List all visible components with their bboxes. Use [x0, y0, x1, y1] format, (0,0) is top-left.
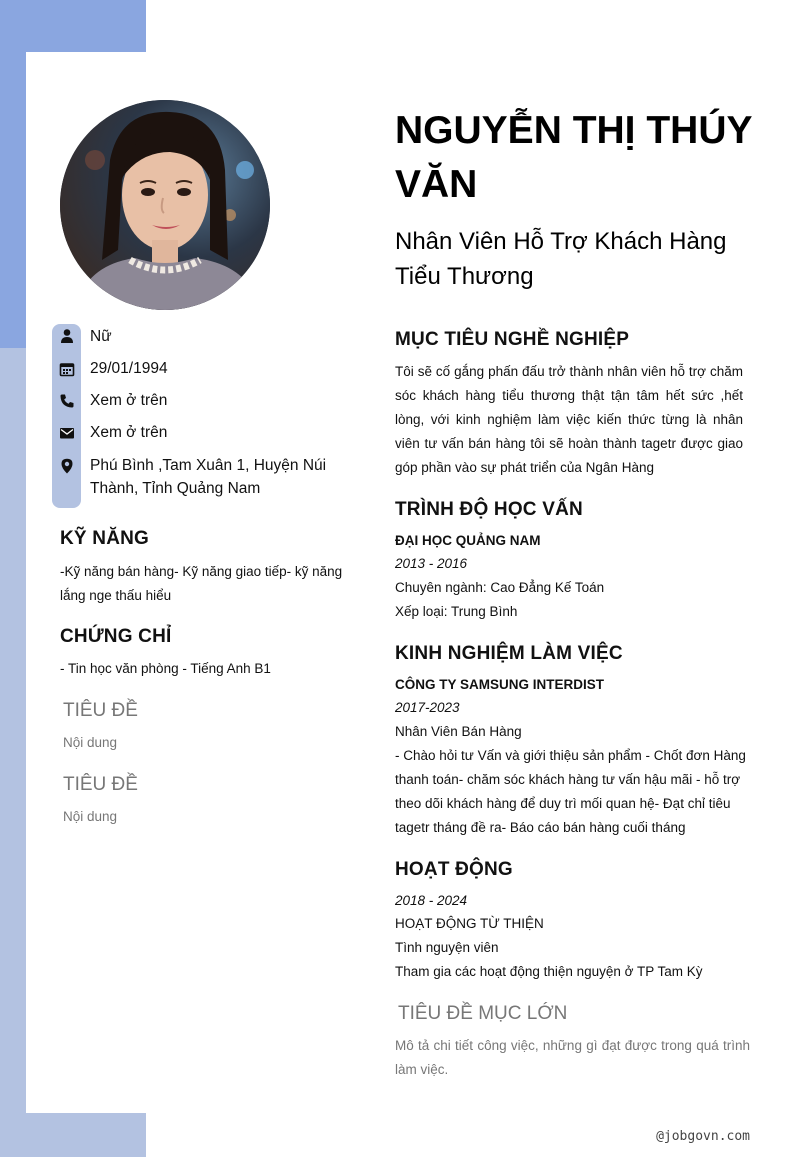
profile-photo — [60, 100, 270, 310]
activities-role: Tình nguyện viên — [395, 940, 499, 955]
gender-value: Nữ — [90, 328, 112, 345]
placeholder-text-1: Nội dung — [63, 735, 118, 750]
skills-title: KỸ NĂNG — [60, 528, 150, 549]
activities-title: HOẠT ĐỘNG — [395, 859, 513, 880]
contact-info-bar — [52, 324, 81, 508]
objective-title: MỤC TIÊU NGHỀ NGHIỆP — [395, 329, 630, 350]
objective-text: Tôi sẽ cố gắng phấn đấu trở thành nhân viên hỗ trợ chăm sóc khách hàng tiểu thương thật tận tâm hết sức ,hết lòng, với kinh nghiệm làm việc kiến thức từng là nhân viên tư vấn bán hàng tôi sẽ hoàn thành tagetr được giao góp phần vào sự phát triển của Ngân Hàng — [395, 364, 743, 475]
experience-title: KINH NGHIỆM LÀM VIỆC — [395, 643, 623, 664]
experience-company: CÔNG TY SAMSUNG INTERDIST — [395, 677, 605, 692]
education-major: Chuyên ngành: Cao Đẳng Kế Toán — [395, 580, 605, 595]
extra-section-text: Mô tả chi tiết công việc, những gì đạt được trong quá trình làm việc. — [395, 1038, 750, 1077]
extra-section-title: TIÊU ĐỀ MỤC LỚN — [398, 1003, 568, 1024]
email-icon — [59, 425, 75, 441]
experience-role: Nhân Viên Bán Hàng — [395, 724, 522, 739]
certificates-text: - Tin học văn phòng - Tiếng Anh B1 — [60, 661, 271, 676]
education-school: ĐẠI HỌC QUẢNG NAM — [395, 533, 541, 548]
avatar-portrait-graphic — [60, 100, 270, 310]
footer-watermark: @jobgovn.com — [656, 1129, 750, 1144]
candidate-name: NGUYỄN THỊ THÚY VĂN — [395, 109, 752, 206]
skills-text: -Kỹ năng bán hàng- Kỹ năng giao tiếp- kỹ năng lắng nge thấu hiểu — [60, 564, 343, 603]
placeholder-title-2: TIÊU ĐỀ — [63, 774, 138, 795]
activities-name: HOẠT ĐỘNG TỪ THIỆN — [395, 916, 544, 931]
activities-description: Tham gia các hoạt động thiện nguyện ở TP Tam Kỳ — [395, 964, 703, 979]
location-icon — [59, 458, 75, 474]
activities-period: 2018 - 2024 — [395, 893, 468, 908]
experience-period: 2017-2023 — [395, 700, 460, 715]
phone-icon — [59, 393, 75, 409]
education-title: TRÌNH ĐỘ HỌC VẤN — [395, 499, 583, 520]
phone-value: Xem ở trên — [90, 392, 168, 409]
person-icon — [59, 328, 75, 344]
education-rank: Xếp loại: Trung Bình — [395, 604, 518, 619]
certificates-title: CHỨNG CHỈ — [60, 626, 172, 647]
candidate-position: Nhân Viên Hỗ Trợ Khách Hàng Tiểu Thương — [395, 228, 727, 290]
calendar-icon — [59, 361, 75, 377]
experience-description: - Chào hỏi tư Vấn và giới thiệu sản phẩm - Chốt đơn Hàng thanh toán- chăm sóc khách hàng tư vấn hậu mãi - hỗ trợ theo dõi khách hàng để duy trì mối quan hệ- Đạt chỉ tiêu tagetr tháng đề ra- Báo cáo bán hàng cuối tháng — [395, 748, 746, 835]
education-period: 2013 - 2016 — [395, 556, 468, 571]
placeholder-text-2: Nội dung — [63, 809, 118, 824]
placeholder-title-1: TIÊU ĐỀ — [63, 700, 138, 721]
address-value: Phú Bình ,Tam Xuân 1, Huyện Núi Thành, Tỉnh Quảng Nam — [90, 457, 327, 497]
email-value: Xem ở trên — [90, 424, 168, 441]
dob-value: 29/01/1994 — [90, 360, 168, 377]
